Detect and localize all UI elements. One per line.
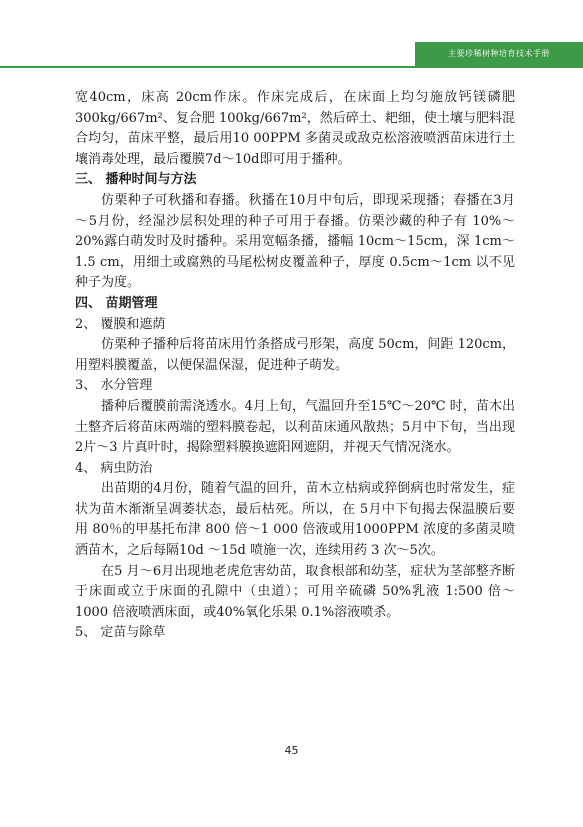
subheading-thinning-weeding: 5、 定苗与除草 [75, 625, 166, 641]
page-number: 45 [284, 744, 299, 757]
paragraph-film-shading: 仿栗种子播种后将苗床用竹条搭成弓形架，高度 50cm，间距 120cm，用塑料膜覆盖，以便保温保湿，促进种子萌发。 [75, 337, 515, 373]
subheading-water-management: 3、 水分管理 [75, 378, 153, 394]
header-title: 主要珍稀树种培育技术手册 [448, 49, 550, 58]
paragraph-soil-preparation: 宽40cm，床高 20cm作床。作床完成后，在床面上均匀施放钙镁磷肥 300kg/667m²、复合肥 100kg/667m²，然后碎土、耙细，使土壤与肥料混合均匀，苗床平整，最后用10 00PPM 多菌灵或敌克松溶液喷洒苗床进行土壤消毒处理，最后覆膜7d～10d即可用于播种。 [75, 90, 515, 167]
section-heading-sowing: 三、 播种时间与方法 [75, 172, 197, 188]
subheading-pest-control: 4、 病虫防治 [75, 460, 153, 476]
paragraph-pest-control: 在5 月～6月出现地老虎危害幼苗，取食根部和幼茎，症状为茎部整齐断于床面或立于床面的孔隙中（虫道）；可用辛硫磷 50%乳液 1:500 倍～1000 倍液喷洒床面，或40%氧化乐果 0.1%溶液喷杀。 [75, 563, 515, 620]
header-title-bar [415, 42, 583, 66]
paragraph-water-management: 播种后覆膜前需浇透水。4月上旬，气温回升至15℃～20℃ 时，苗木出土整齐后将苗床两端的塑料膜卷起，以利苗床通风散热；5月中下旬，当出现2片～3 片真叶时，揭除塑料膜换遮阳网遮阴，并视天气情况浇水。 [75, 398, 515, 456]
section-heading-seedling-management: 四、 苗期管理 [75, 295, 158, 311]
header-divider [0, 66, 583, 68]
subheading-film-shading: 2、 覆膜和遮荫 [75, 316, 166, 332]
page-body [75, 88, 515, 644]
paragraph-sowing-method: 仿栗种子可秋播和春播。秋播在10月中旬后，即现采现播；春播在3月～5月份，经湿沙层积处理的种子可用于春播。仿栗沙藏的种子有 10%～20%露白萌发时及时播种。采用宽幅条播，播幅 10cm～15cm，深 1cm～1.5 cm，用细土或腐熟的马尾松树皮覆盖种子，厚度 0.5cm～1cm 以不见种子为度。 [75, 192, 515, 291]
paragraph-disease-control: 出苗期的4月份，随着气温的回升，苗木立枯病或猝倒病也时常发生，症状为苗木渐渐呈凋萎状态，最后枯死。所以，在 5月中下旬揭去保温膜后要用 80％的甲基托布津 800 倍～1 000 倍液或用1000PPM 浓度的多菌灵喷洒苗木，之后每隔10d ～15d 喷施一次，连续用药 3 次～5次。 [75, 481, 515, 559]
